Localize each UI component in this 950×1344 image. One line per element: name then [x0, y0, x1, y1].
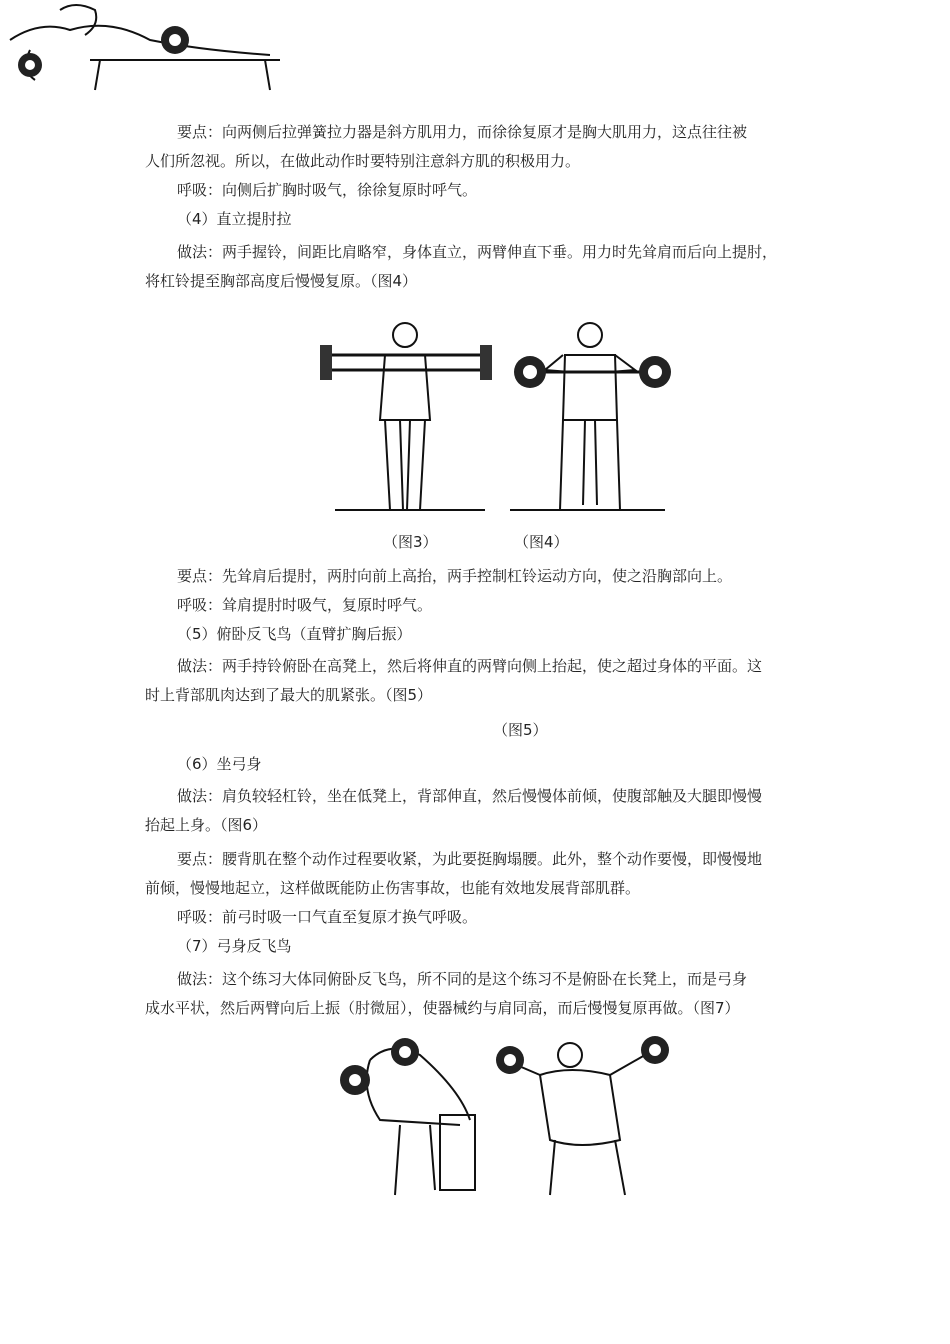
- text-line: （6）坐弓身: [177, 755, 262, 773]
- text-block-4: [145, 652, 807, 710]
- text-line: 将杠铃提至胸部高度后慢慢复原。（图4）: [145, 272, 418, 290]
- text-block-1: [145, 118, 807, 234]
- text-line: 做法：这个练习大体同俯卧反飞鸟，所不同的是这个练习不是俯卧在长凳上，而是弓身: [177, 970, 748, 988]
- text-line: 成水平状，然后两臂向后上振（肘微屈），使器械约与肩同高，而后慢慢复原再做。（图7）: [145, 999, 740, 1017]
- exercise-illustration-fig7: [300, 1030, 685, 1200]
- text-line: 要点：先耸肩后提肘，两肘向前上高抬，两手控制杠铃运动方向，使之沿胸部向上。: [177, 567, 733, 585]
- text-line: 呼吸：向侧后扩胸时吸气，徐徐复原时呼气。: [177, 181, 478, 199]
- figure-caption-4: （图4）: [514, 533, 569, 551]
- text-block-6: [145, 782, 807, 840]
- text-line: 人们所忽视。所以，在做此动作时要特别注意斜方肌的积极用力。: [145, 152, 581, 170]
- text-line: 呼吸：前弓时吸一口气直至复原才换气呼吸。: [177, 908, 478, 926]
- text-line: 前倾，慢慢地起立，这样做既能防止伤害事故，也能有效地发展背部肌群。: [145, 879, 641, 897]
- text-block-5: [145, 750, 807, 779]
- exercise-illustration-prone: [0, 0, 290, 100]
- text-line: 呼吸：耸肩提肘时吸气，复原时呼气。: [177, 596, 433, 614]
- figure-caption-3: （图3）: [383, 533, 438, 551]
- text-line: （5）俯卧反飞鸟（直臂扩胸后振）: [177, 625, 412, 643]
- text-line: 要点：向两侧后拉弹簧拉力器是斜方肌用力，而徐徐复原才是胸大肌用力，这点往往被: [177, 123, 748, 141]
- text-line: 做法：两手握铃，间距比肩略窄，身体直立，两臂伸直下垂。用力时先耸肩而后向上提肘，: [177, 243, 778, 261]
- text-block-3: [145, 562, 807, 649]
- text-line: （4）直立提肘拉: [177, 210, 292, 228]
- text-line: 要点：腰背肌在整个动作过程要收紧，为此要挺胸塌腰。此外，整个动作要慢，即慢慢地: [177, 850, 763, 868]
- text-block-8: [145, 965, 807, 1023]
- text-line: （7）弓身反飞鸟: [177, 937, 292, 955]
- text-line: 时上背部肌肉达到了最大的肌紧张。（图5）: [145, 686, 433, 704]
- text-line: 做法：肩负较轻杠铃，坐在低凳上，背部伸直，然后慢慢体前倾，使腹部触及大腿即慢慢: [177, 787, 763, 805]
- text-line: 抬起上身。（图6）: [145, 816, 268, 834]
- text-line: 做法：两手持铃俯卧在高凳上，然后将伸直的两臂向侧上抬起，使之超过身体的平面。这: [177, 657, 763, 675]
- exercise-illustration-fig3-fig4: [305, 310, 685, 525]
- figure-caption-5: （图5）: [493, 721, 548, 739]
- text-block-2: [145, 238, 807, 296]
- text-block-7: [145, 845, 807, 961]
